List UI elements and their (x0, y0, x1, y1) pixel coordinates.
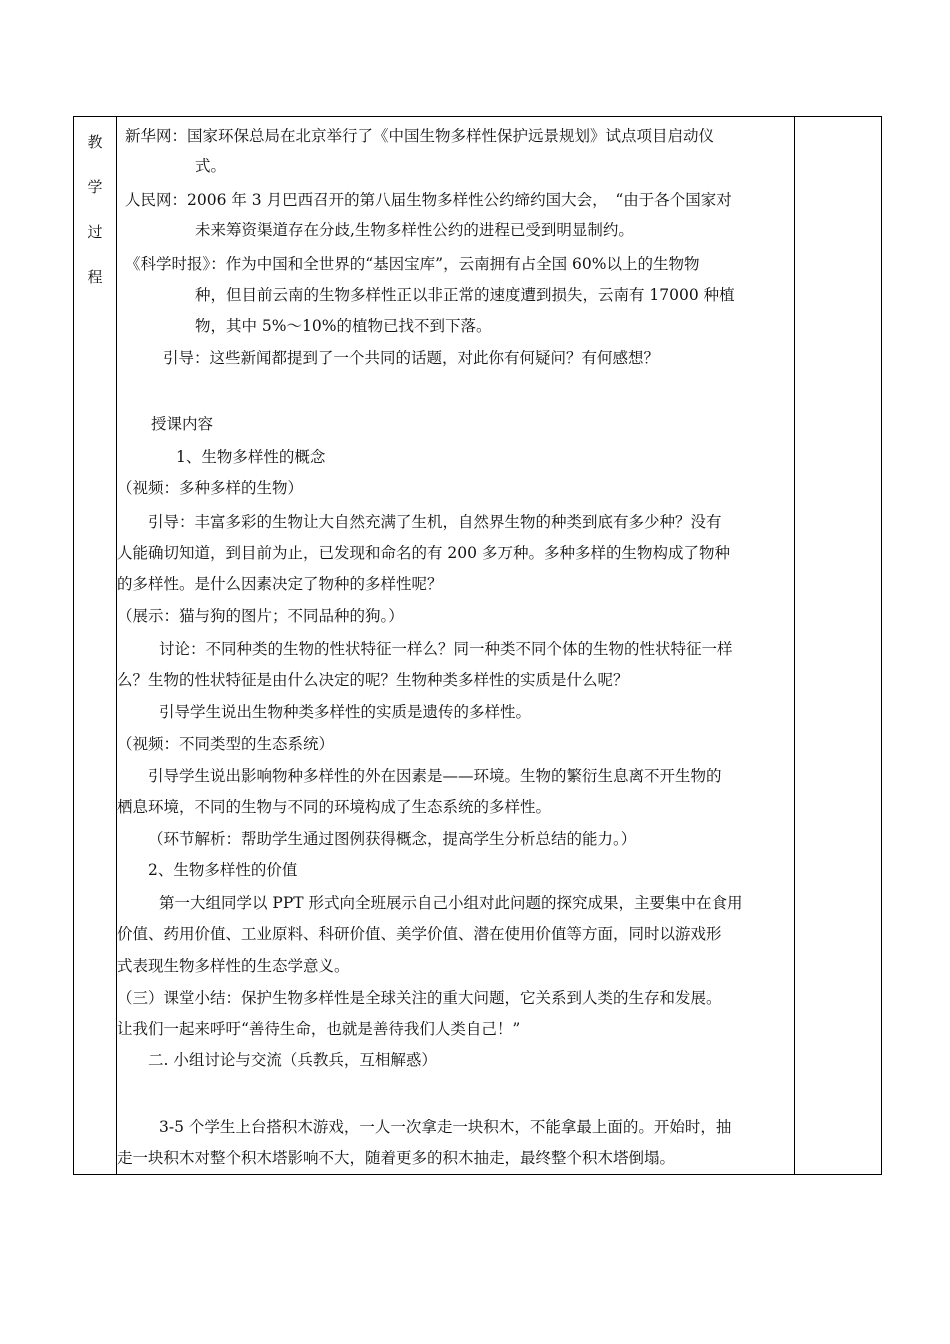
table-row (74, 117, 882, 1175)
text-line: 未来筹资渠道存在分歧,生物多样性公约的进程已受到明显制约。 (195, 221, 634, 239)
text-line: 引导学生说出生物种类多样性的实质是遗传的多样性。 (159, 703, 532, 721)
text-line: 新华网：国家环保总局在北京举行了《中国生物多样性保护远景规划》试点项目启动仪 (125, 127, 715, 145)
text-line: （三）课堂小结：保护生物多样性是全球关注的重大问题，它关系到人类的生存和发展。 (117, 989, 722, 1007)
text-line: （视频：多种多样的生物） (117, 479, 304, 497)
text-line: 引导：丰富多彩的生物让大自然充满了生机，自然界生物的种类到底有多少种？没有 (148, 513, 722, 531)
text-line: 么？生物的性状特征是由什么决定的呢？生物种类多样性的实质是什么呢？ (117, 671, 629, 689)
text-line: 式表现生物多样性的生态学意义。 (117, 957, 350, 975)
text-line: 价值、药用价值、工业原料、科研价值、美学价值、潜在使用价值等方面，同时以游戏形 (117, 925, 722, 943)
text-line: 让我们一起来呼吁“善待生命，也就是善待我们人类自己！” (117, 1020, 521, 1038)
subheading: 2、生物多样性的价值 (148, 861, 298, 879)
subheading: 1、生物多样性的概念 (176, 448, 326, 466)
text-line: 《科学时报》：作为中国和全世界的“基因宝库”，云南拥有占全国 60%以上的生物物 (125, 255, 700, 273)
text-line: 种，但目前云南的生物多样性正以非正常的速度遭到损失，云南有 17000 种植 (195, 286, 735, 304)
section-label (74, 117, 116, 312)
text-line: （视频：不同类型的生态系统） (117, 735, 335, 753)
text-line: 讨论：不同种类的生物的性状特征一样么？同一种类不同个体的生物的性状特征一样 (159, 640, 733, 658)
text-line: 3-5 个学生上台搭积木游戏，一人一次拿走一块积木，不能拿最上面的。开始时，抽 (159, 1118, 732, 1136)
section-label-char: 过 (87, 223, 103, 241)
subheading: 授课内容 (151, 415, 214, 433)
text-line: （环节解析：帮助学生通过图例获得概念，提高学生分析总结的能力。） (148, 830, 637, 848)
subheading: 二. 小组讨论与交流（兵教兵，互相解惑） (148, 1051, 437, 1069)
content-cell (117, 117, 795, 1175)
notes-cell (795, 117, 882, 1175)
text-line: 人民网：2006 年 3 月巴西召开的第八届生物多样性公约缔约国大会， “由于各个国家对 (125, 191, 732, 209)
text-line: 式。 (195, 157, 227, 175)
section-label-cell (74, 117, 117, 1175)
lesson-content (117, 117, 794, 1174)
text-line: 人能确切知道，到目前为止，已发现和命名的有 200 多万种。多种多样的生物构成了物种 (117, 544, 730, 562)
text-line: （展示：猫与狗的图片；不同品种的狗。） (117, 607, 404, 625)
text-line: 走一块积木对整个积木塔影响不大，随着更多的积木抽走，最终整个积木塔倒塌。 (117, 1149, 676, 1167)
text-line: 第一大组同学以 PPT 形式向全班展示自己小组对此问题的探究成果，主要集中在食用 (159, 894, 743, 912)
text-line: 引导：这些新闻都提到了一个共同的话题，对此你有何疑问？有何感想？ (163, 349, 660, 367)
text-line: 栖息环境，不同的生物与不同的环境构成了生态系统的多样性。 (117, 798, 552, 816)
lesson-table (73, 116, 882, 1175)
text-line: 引导学生说出影响物种多样性的外在因素是——环境。生物的繁衍生息离不开生物的 (148, 767, 722, 785)
section-label-char: 程 (87, 268, 103, 286)
text-line: 的多样性。是什么因素决定了物种的多样性呢？ (117, 575, 443, 593)
text-line: 物，其中 5%～10%的植物已找不到下落。 (195, 317, 492, 335)
section-label-char: 学 (87, 178, 103, 196)
section-label-char: 教 (87, 133, 103, 151)
